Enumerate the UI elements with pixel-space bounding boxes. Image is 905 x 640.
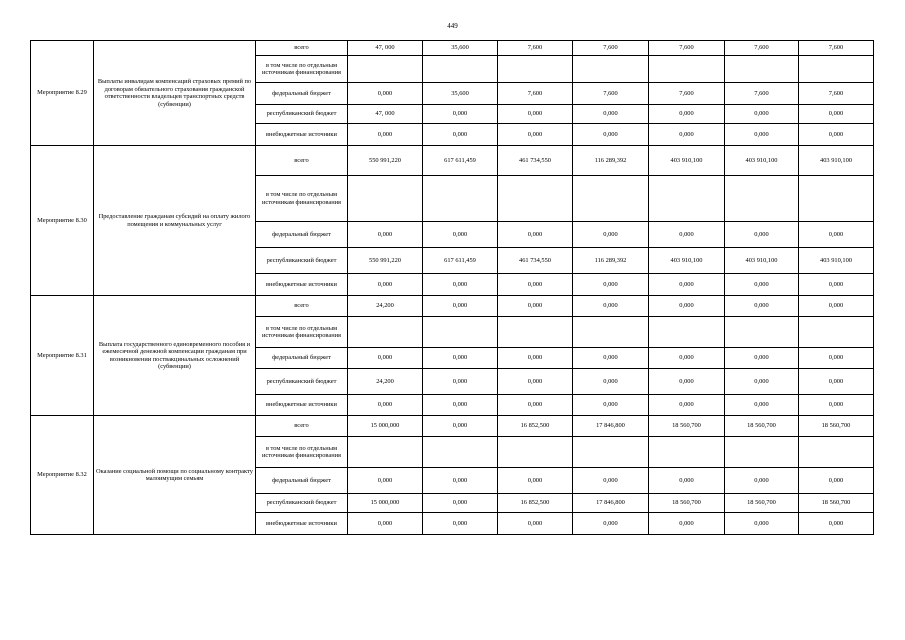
event-name: Выплаты инвалидам компенсаций страховых премий по договорам обязательного страхования гражданской ответственности владельцев транспортных средств (субвенции) xyxy=(94,41,256,146)
amount-cell: 0,000 xyxy=(498,513,573,535)
amount-cell: 0,000 xyxy=(649,124,725,146)
amount-cell xyxy=(799,437,874,468)
amount-cell xyxy=(348,437,423,468)
amount-cell: 18 560,700 xyxy=(649,416,725,437)
amount-cell xyxy=(498,56,573,83)
amount-cell: 16 852,500 xyxy=(498,416,573,437)
amount-cell: 0,000 xyxy=(573,395,649,416)
amount-cell: 7,600 xyxy=(573,83,649,105)
amount-cell: 461 734,550 xyxy=(498,248,573,274)
amount-cell: 7,600 xyxy=(799,83,874,105)
amount-cell: 0,000 xyxy=(573,296,649,317)
amount-cell: 0,000 xyxy=(573,274,649,296)
amount-cell: 0,000 xyxy=(498,395,573,416)
amount-cell: 0,000 xyxy=(348,348,423,369)
amount-cell: 403 910,100 xyxy=(799,146,874,176)
amount-cell: 17 846,800 xyxy=(573,416,649,437)
funding-source: внебюджетные источники xyxy=(256,124,348,146)
amount-cell xyxy=(423,317,498,348)
table-row xyxy=(31,146,874,176)
amount-cell: 18 560,700 xyxy=(725,494,799,513)
funding-source: в том числе по отдельным источникам финансирования xyxy=(256,176,348,222)
amount-cell: 7,600 xyxy=(498,83,573,105)
amount-cell: 403 910,100 xyxy=(725,248,799,274)
amount-cell: 617 611,459 xyxy=(423,146,498,176)
amount-cell: 15 000,000 xyxy=(348,494,423,513)
table-row xyxy=(31,41,874,56)
amount-cell xyxy=(725,317,799,348)
amount-cell: 0,000 xyxy=(649,274,725,296)
page-number: 449 xyxy=(447,22,458,30)
amount-cell: 24,200 xyxy=(348,369,423,395)
amount-cell: 0,000 xyxy=(725,222,799,248)
funding-source: республиканский бюджет xyxy=(256,248,348,274)
amount-cell: 0,000 xyxy=(799,274,874,296)
amount-cell: 0,000 xyxy=(649,513,725,535)
amount-cell: 47, 000 xyxy=(348,41,423,56)
amount-cell: 0,000 xyxy=(649,395,725,416)
funding-source: в том числе по отдельным источникам финансирования xyxy=(256,317,348,348)
amount-cell: 0,000 xyxy=(423,468,498,494)
amount-cell: 0,000 xyxy=(799,222,874,248)
amount-cell: 7,600 xyxy=(725,41,799,56)
funding-source: внебюджетные источники xyxy=(256,513,348,535)
amount-cell: 550 991,220 xyxy=(348,248,423,274)
amount-cell xyxy=(573,176,649,222)
amount-cell: 0,000 xyxy=(423,222,498,248)
amount-cell: 0,000 xyxy=(799,369,874,395)
funding-source: всего xyxy=(256,146,348,176)
amount-cell: 0,000 xyxy=(573,222,649,248)
amount-cell: 0,000 xyxy=(725,105,799,124)
funding-source: всего xyxy=(256,41,348,56)
budget-table xyxy=(30,40,874,535)
table-row xyxy=(31,416,874,437)
amount-cell xyxy=(573,437,649,468)
funding-source: всего xyxy=(256,416,348,437)
amount-cell: 47, 000 xyxy=(348,105,423,124)
amount-cell xyxy=(649,317,725,348)
amount-cell: 617 611,459 xyxy=(423,248,498,274)
amount-cell xyxy=(725,176,799,222)
amount-cell: 0,000 xyxy=(573,105,649,124)
amount-cell: 0,000 xyxy=(649,105,725,124)
amount-cell: 0,000 xyxy=(799,296,874,317)
amount-cell: 0,000 xyxy=(649,369,725,395)
amount-cell: 0,000 xyxy=(799,348,874,369)
amount-cell: 0,000 xyxy=(498,124,573,146)
event-id: Мероприятие 8.29 xyxy=(31,41,94,146)
amount-cell xyxy=(348,176,423,222)
funding-source: внебюджетные источники xyxy=(256,395,348,416)
amount-cell: 0,000 xyxy=(423,369,498,395)
amount-cell: 0,000 xyxy=(725,395,799,416)
amount-cell: 0,000 xyxy=(799,395,874,416)
amount-cell: 0,000 xyxy=(423,416,498,437)
amount-cell: 0,000 xyxy=(423,348,498,369)
amount-cell: 403 910,100 xyxy=(649,146,725,176)
amount-cell: 15 000,000 xyxy=(348,416,423,437)
amount-cell: 0,000 xyxy=(348,513,423,535)
amount-cell: 0,000 xyxy=(498,105,573,124)
amount-cell xyxy=(799,317,874,348)
amount-cell: 16 852,500 xyxy=(498,494,573,513)
funding-source: в том числе по отдельным источникам финансирования xyxy=(256,56,348,83)
amount-cell: 7,600 xyxy=(498,41,573,56)
event-name: Оказание социальной помощи по социальному контракту малоимущим семьям xyxy=(94,416,256,535)
amount-cell xyxy=(423,56,498,83)
funding-source: республиканский бюджет xyxy=(256,105,348,124)
amount-cell xyxy=(423,176,498,222)
amount-cell: 0,000 xyxy=(649,348,725,369)
amount-cell xyxy=(649,176,725,222)
amount-cell: 0,000 xyxy=(725,296,799,317)
funding-source: в том числе по отдельным источникам финансирования xyxy=(256,437,348,468)
amount-cell: 0,000 xyxy=(498,348,573,369)
amount-cell: 0,000 xyxy=(423,105,498,124)
amount-cell: 0,000 xyxy=(725,369,799,395)
amount-cell: 0,000 xyxy=(498,369,573,395)
table-row xyxy=(31,296,874,317)
amount-cell: 0,000 xyxy=(423,513,498,535)
amount-cell: 7,600 xyxy=(649,41,725,56)
amount-cell: 35,600 xyxy=(423,83,498,105)
amount-cell: 0,000 xyxy=(423,395,498,416)
amount-cell: 0,000 xyxy=(348,124,423,146)
amount-cell: 0,000 xyxy=(348,274,423,296)
amount-cell xyxy=(348,317,423,348)
amount-cell: 0,000 xyxy=(725,124,799,146)
amount-cell: 550 991,220 xyxy=(348,146,423,176)
amount-cell: 35,600 xyxy=(423,41,498,56)
amount-cell: 0,000 xyxy=(348,222,423,248)
amount-cell xyxy=(799,176,874,222)
amount-cell: 18 560,700 xyxy=(649,494,725,513)
amount-cell: 7,600 xyxy=(649,83,725,105)
amount-cell: 0,000 xyxy=(649,222,725,248)
amount-cell xyxy=(348,56,423,83)
amount-cell: 0,000 xyxy=(423,124,498,146)
funding-source: всего xyxy=(256,296,348,317)
amount-cell: 0,000 xyxy=(498,222,573,248)
amount-cell: 18 560,700 xyxy=(799,494,874,513)
amount-cell: 0,000 xyxy=(725,274,799,296)
event-name: Выплата государственного единовременного пособия и ежемесячной денежной компенсации гражданам при возникновении поствакцинальных осложнений (субвенции) xyxy=(94,296,256,416)
amount-cell: 0,000 xyxy=(799,513,874,535)
amount-cell: 403 910,100 xyxy=(649,248,725,274)
amount-cell: 0,000 xyxy=(573,513,649,535)
event-id: Мероприятие 8.31 xyxy=(31,296,94,416)
event-name: Предоставление гражданам субсидий на оплату жилого помещения и коммунальных услуг xyxy=(94,146,256,296)
amount-cell: 18 560,700 xyxy=(799,416,874,437)
amount-cell: 7,600 xyxy=(799,41,874,56)
amount-cell: 0,000 xyxy=(498,468,573,494)
amount-cell xyxy=(423,437,498,468)
funding-source: республиканский бюджет xyxy=(256,494,348,513)
amount-cell: 0,000 xyxy=(498,296,573,317)
amount-cell: 17 846,800 xyxy=(573,494,649,513)
amount-cell xyxy=(649,56,725,83)
event-id: Мероприятие 8.32 xyxy=(31,416,94,535)
amount-cell: 0,000 xyxy=(725,468,799,494)
amount-cell: 0,000 xyxy=(498,274,573,296)
amount-cell: 7,600 xyxy=(573,41,649,56)
funding-source: внебюджетные источники xyxy=(256,274,348,296)
amount-cell xyxy=(725,437,799,468)
funding-source: федеральный бюджет xyxy=(256,222,348,248)
amount-cell xyxy=(649,437,725,468)
funding-source: федеральный бюджет xyxy=(256,348,348,369)
amount-cell: 116 289,392 xyxy=(573,248,649,274)
amount-cell xyxy=(725,56,799,83)
amount-cell: 0,000 xyxy=(799,105,874,124)
amount-cell xyxy=(498,317,573,348)
amount-cell: 18 560,700 xyxy=(725,416,799,437)
amount-cell: 0,000 xyxy=(573,369,649,395)
amount-cell: 0,000 xyxy=(348,468,423,494)
amount-cell: 461 734,550 xyxy=(498,146,573,176)
event-id: Мероприятие 8.30 xyxy=(31,146,94,296)
amount-cell: 0,000 xyxy=(423,274,498,296)
amount-cell xyxy=(498,437,573,468)
amount-cell: 403 910,100 xyxy=(799,248,874,274)
amount-cell: 0,000 xyxy=(348,395,423,416)
amount-cell: 7,600 xyxy=(725,83,799,105)
amount-cell: 0,000 xyxy=(423,296,498,317)
funding-source: федеральный бюджет xyxy=(256,83,348,105)
amount-cell: 0,000 xyxy=(725,348,799,369)
amount-cell: 0,000 xyxy=(725,513,799,535)
amount-cell xyxy=(799,56,874,83)
amount-cell: 403 910,100 xyxy=(725,146,799,176)
amount-cell: 0,000 xyxy=(573,124,649,146)
amount-cell: 0,000 xyxy=(348,83,423,105)
funding-source: федеральный бюджет xyxy=(256,468,348,494)
amount-cell: 116 289,392 xyxy=(573,146,649,176)
amount-cell: 0,000 xyxy=(573,468,649,494)
amount-cell: 0,000 xyxy=(423,494,498,513)
amount-cell xyxy=(573,56,649,83)
amount-cell xyxy=(498,176,573,222)
amount-cell: 0,000 xyxy=(799,468,874,494)
amount-cell xyxy=(573,317,649,348)
amount-cell: 24,200 xyxy=(348,296,423,317)
funding-source: республиканский бюджет xyxy=(256,369,348,395)
amount-cell: 0,000 xyxy=(573,348,649,369)
amount-cell: 0,000 xyxy=(649,296,725,317)
amount-cell: 0,000 xyxy=(649,468,725,494)
amount-cell: 0,000 xyxy=(799,124,874,146)
